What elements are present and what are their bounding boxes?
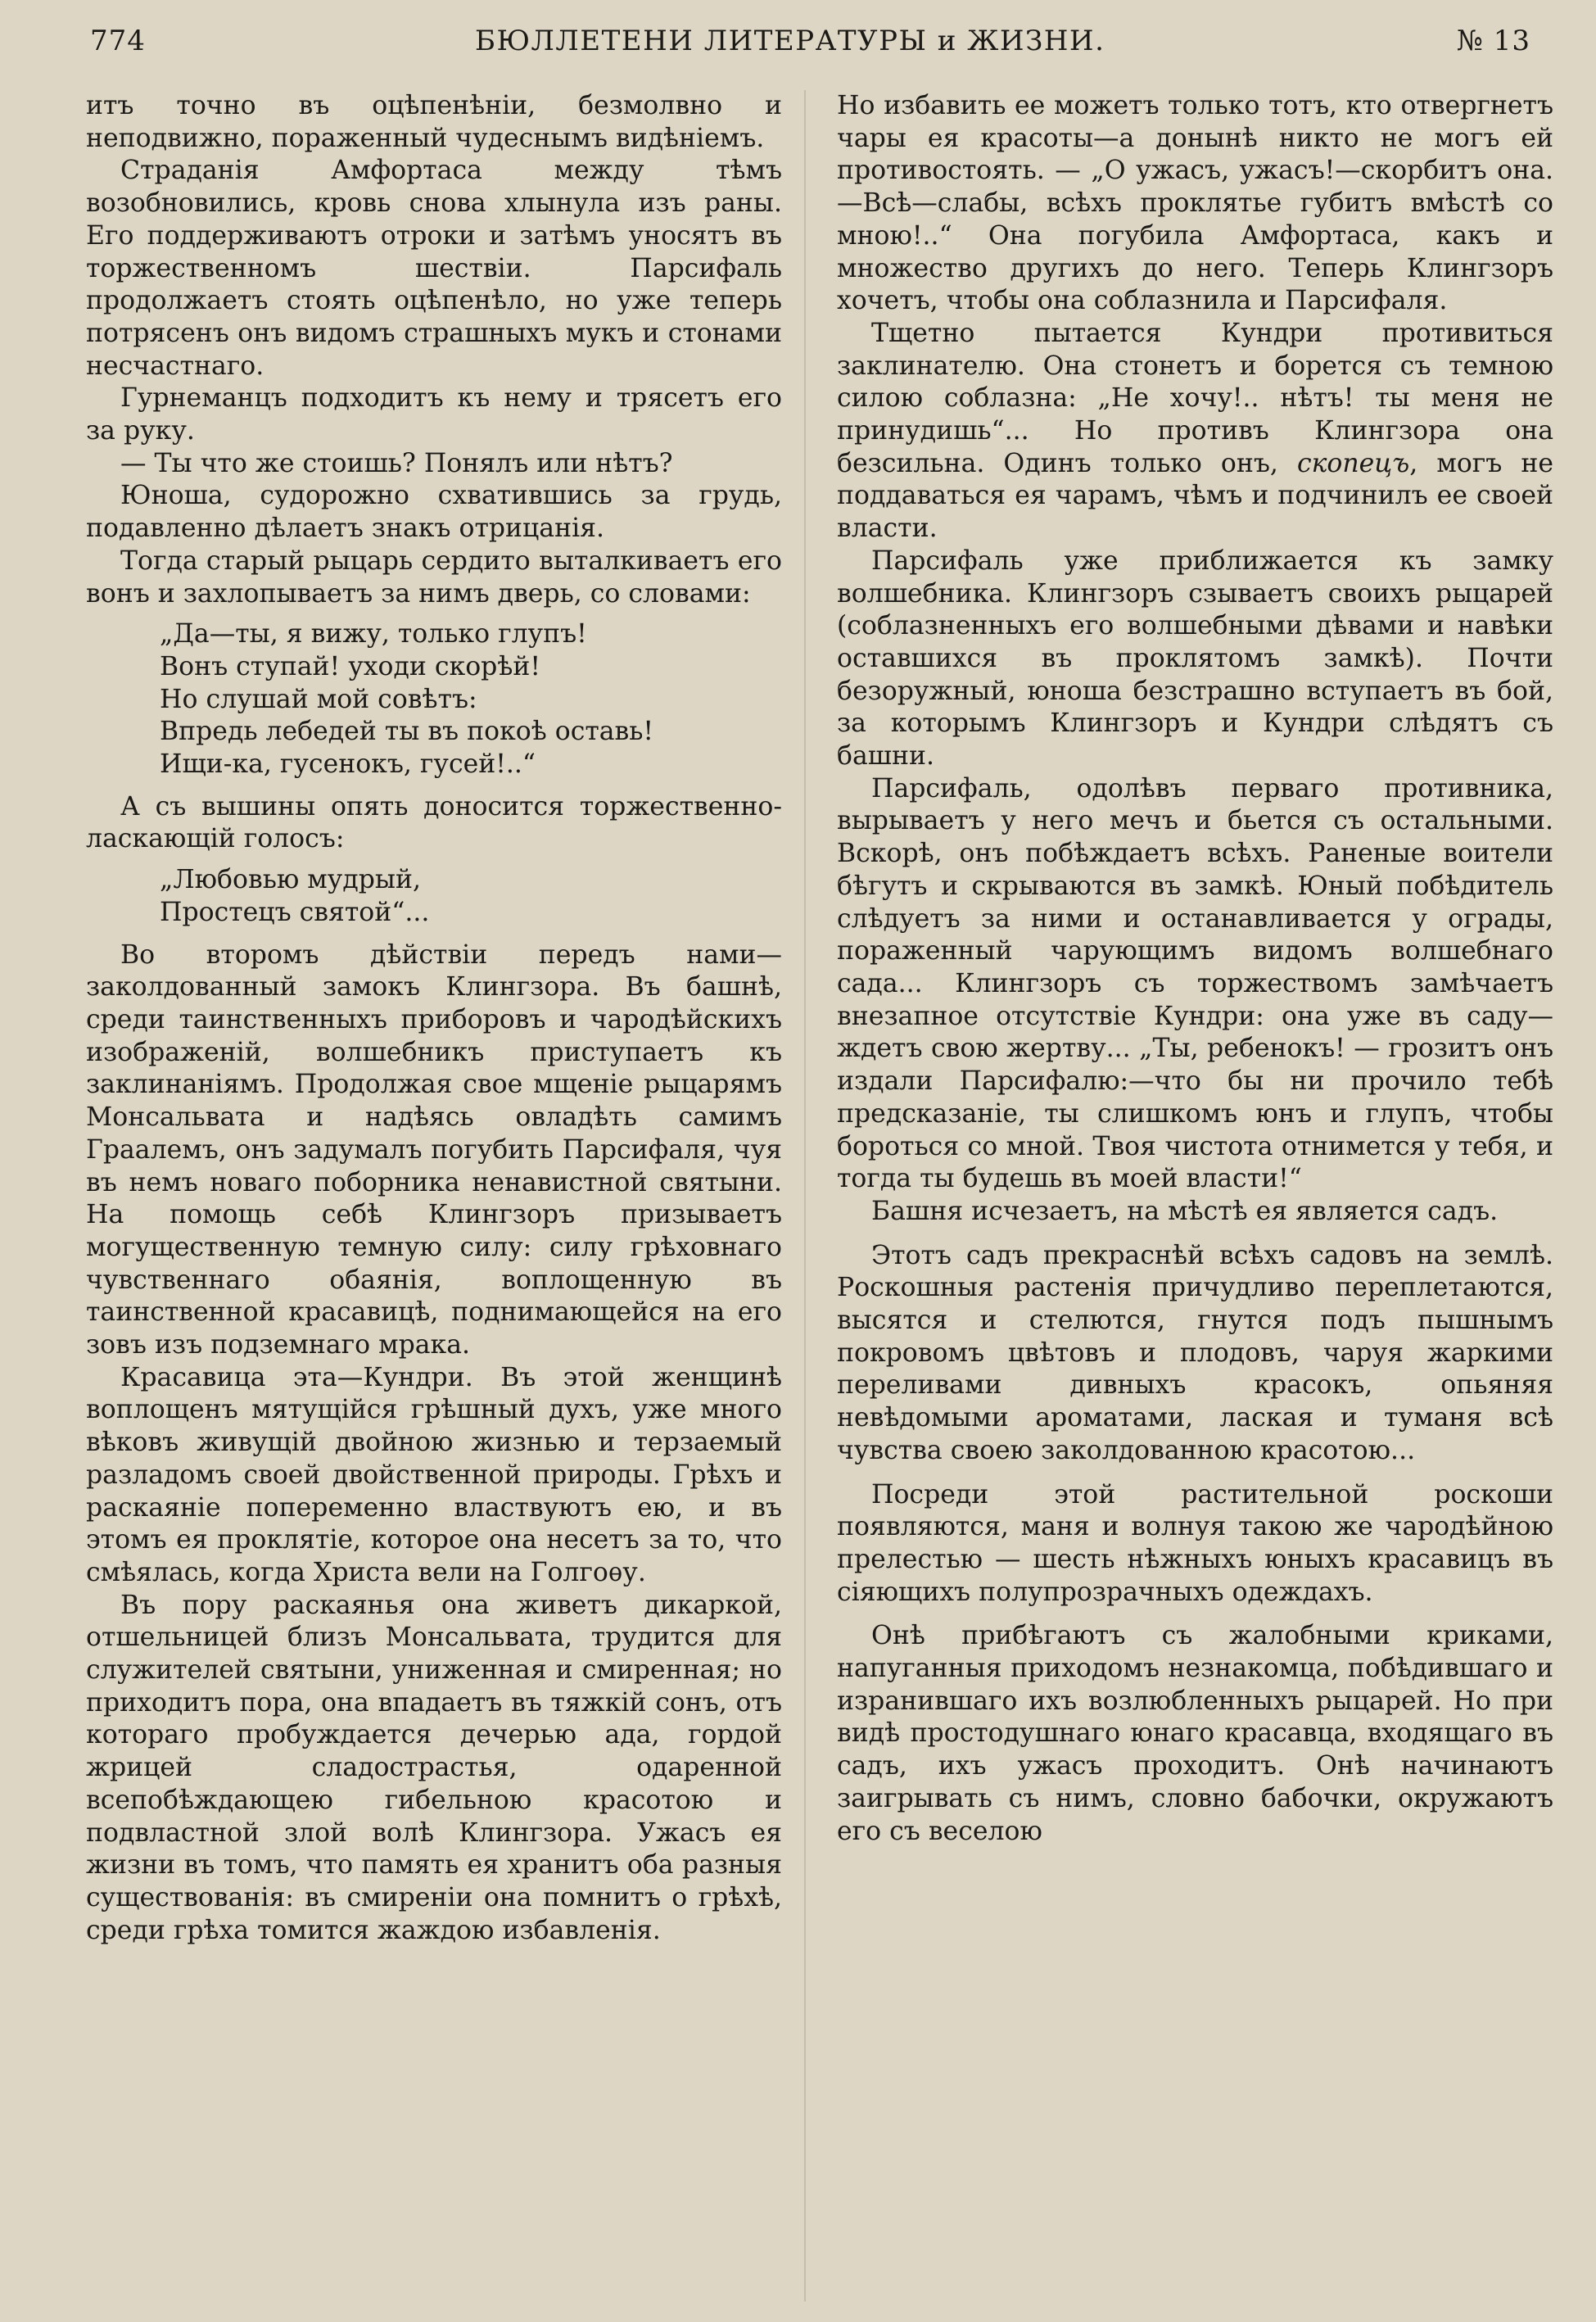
verse-line: „Любовью мудрый, [160, 865, 421, 895]
text-run: , могъ не поддаваться ея чарамъ, чѣмъ и подчинилъ ее своей власти. [837, 448, 1553, 544]
verse-line: Вонъ ступай! уходи скорѣй! [160, 651, 540, 681]
paragraph: А съ вышины опять доносится торжественно-ласкающій голосъ: [86, 791, 782, 854]
running-title: БЮЛЛЕТЕНИ ЛИТЕРАТУРЫ и ЖИЗНИ. [475, 25, 1105, 57]
issue-number: № 13 [1456, 25, 1530, 57]
paragraph: Посреди этой растительной роскоши появляются, маня и волнуя такою же чародѣйною прелестью — шесть нѣжныхъ юныхъ красавицъ въ сіяющихъ полупрозрачныхъ одеждахъ. [837, 1479, 1553, 1607]
paragraph: Юноша, судорожно схватившись за грудь, подавленно дѣлаетъ знакъ отрицанія. [86, 481, 782, 544]
paragraph: — Ты что же стоишь? Понялъ или нѣтъ? [120, 448, 673, 478]
column-divider [804, 90, 806, 2302]
paragraph [837, 318, 1553, 545]
verse-line: Но слушай мой совѣтъ: [160, 684, 477, 714]
verse-line: „Да—ты, я вижу, только глупъ! [160, 619, 587, 650]
verse-line: Простецъ святой“... [160, 897, 430, 927]
paragraph: Въ пору раскаянья она живетъ дикаркой, отшельницей близъ Монсальвата, трудится для служителей святыни, униженная и смиренная; но приходитъ пора, она впадаетъ въ тяжкій сонъ, отъ котораго пробуждается дечерью ада, гордой жрицей сладострастья, одаренной всепобѣждающею гибельною красотою и подвластной злой волѣ Клингзора. Ужасъ ея жизни въ томъ, что память ея хранитъ оба разныя существованія: въ смиреніи она помнитъ о грѣхѣ, среди грѣха томится жаждою избавленія. [86, 1590, 782, 1945]
paragraph: итъ точно въ оцѣпенѣніи, безмолвно и неподвижно, пораженный чудеснымъ видѣніемъ. [86, 91, 782, 153]
text-run: Тщетно пытается Кундри противиться заклинателю. Она стонетъ и борется съ темною силою соблазна: „Не хочу!.. нѣтъ! ты меня не принудишь“... Но противъ Клингзора она безсильна. Одинъ только онъ, [837, 318, 1553, 478]
verse-line: Впредь лебедей ты въ покоѣ оставь! [160, 717, 654, 747]
verse-line: Ищи-ка, гусенокъ, гусей!..“ [160, 749, 536, 780]
emphasis-text: скопецъ [1296, 448, 1410, 478]
page-header [82, 18, 1547, 67]
verse-block [160, 864, 782, 929]
paragraph: Во второмъ дѣйствіи передъ нами—заколдованный замокъ Клингзора. Въ башнѣ, среди таинственныхъ приборовъ и чародѣйскихъ изображеній, волшебникъ приступаетъ къ заклинаніямъ. Продолжая свое мщеніе рыцарямъ Монсальвата и надѣясь овладѣть самимъ Граалемъ, онъ задумалъ погубить Парсифаля, чуя въ немъ новаго поборника ненавистной святыни. На помощь себѣ Клингзоръ призываетъ могущественную темную силу: силу грѣховнаго чувственнаго обаянія, воплощенную въ таинственной красавицѣ, поднимающейся на его зовъ изъ подземнаго мрака. [86, 939, 782, 1360]
paragraph: Парсифаль уже приближается къ замку волшебника. Клингзоръ сзываетъ своихъ рыцарей (соблазненныхъ его волшебными дѣвами и навѣки оставшихся въ проклятомъ замкѣ). Почти безоружный, юноша безстрашно вступаетъ въ бой, за которымъ Клингзоръ и Кундри слѣдятъ съ башни. [837, 545, 1553, 772]
paragraph: Страданія Амфортаса между тѣмъ возобновились, кровь снова хлынула изъ раны. Его поддерживаютъ отроки и затѣмъ уносятъ въ торжественномъ шествіи. Парсифаль продолжаетъ стоять оцѣпенѣло, но уже теперь потрясенъ онъ видомъ страшныхъ мукъ и стонами несчастнаго. [86, 156, 782, 381]
left-column [86, 90, 782, 1947]
page-number: 774 [90, 25, 146, 57]
paragraph: Этотъ садъ прекраснѣй всѣхъ садовъ на землѣ. Роскошныя растенія причудливо переплетаются, высятся и стелются, гнутся подъ пышнымъ покровомъ цвѣтовъ и плодовъ, чаруя жаркими переливами дивныхъ красокъ, опьяняя невѣдомыми ароматами, лаская и туманя всѣ чувства своею заколдованною красотою... [837, 1240, 1553, 1465]
paragraph: Тогда старый рыцарь сердито выталкиваетъ его вонъ и захлопываетъ за нимъ дверь, со словами: [86, 545, 782, 609]
paragraph: Онѣ прибѣгаютъ съ жалобными криками, напуганныя приходомъ незнакомца, побѣдившаго и изранившаго ихъ возлюбленныхъ рыцарей. Но при видѣ простодушнаго юнаго красавца, входящаго въ садъ, ихъ ужасъ проходитъ. Онѣ начинаютъ заигрывать съ нимъ, словно бабочки, окружаютъ его съ веселою [837, 1621, 1553, 1846]
verse-block [160, 618, 782, 781]
paragraph: Красавица эта—Кундри. Въ этой женщинѣ воплощенъ мятущійся грѣшный духъ, уже много вѣковъ живущій двойною жизнью и терзаемый разладомъ своей двойственной природы. Грѣхъ и раскаяніе попеременно властвуютъ ею, и въ этомъ ея проклятіе, которое она несетъ за то, что смѣялась, когда Христа вели на Голгоѳу. [86, 1362, 782, 1587]
right-column [837, 90, 1553, 1848]
paragraph: Но избавить ее можетъ только тотъ, кто отвергнетъ чары ея красоты—а донынѣ никто не могъ ей противостоять. — „О ужасъ, ужасъ!—скорбитъ она.—Всѣ—слабы, всѣхъ проклятье губитъ вмѣстѣ со мною!..“ Она погубила Амфортаса, какъ и множество другихъ до него. Теперь Клингзоръ хочетъ, чтобы она соблазнила и Парсифаля. [837, 91, 1553, 316]
paragraph: Башня исчезаетъ, на мѣстѣ ея является садъ. [871, 1196, 1499, 1226]
paragraph: Гурнеманцъ подходитъ къ нему и трясетъ его за руку. [86, 383, 782, 446]
paragraph: Парсифаль, одолѣвъ перваго противника, вырываетъ у него мечъ и бьется съ остальными. Вскорѣ, онъ побѣждаетъ всѣхъ. Раненые воители бѣгутъ и скрываются въ замкѣ. Юный побѣдитель слѣдуетъ за ними и останавливается у ограды, пораженный чарующимъ видомъ волшебнаго сада... Клингзоръ съ торжествомъ замѣчаетъ внезапное отсутствіе Кундри: она уже въ саду—ждетъ свою жертву... „Ты, ребенокъ! — грозитъ онъ издали Парсифалю:—что бы ни прочило тебѣ предсказаніе, ты слишкомъ юнъ и глупъ, чтобы бороться со мной. Твоя чистота отнимется у тебя, и тогда ты будешь въ моей власти!“ [837, 773, 1553, 1194]
